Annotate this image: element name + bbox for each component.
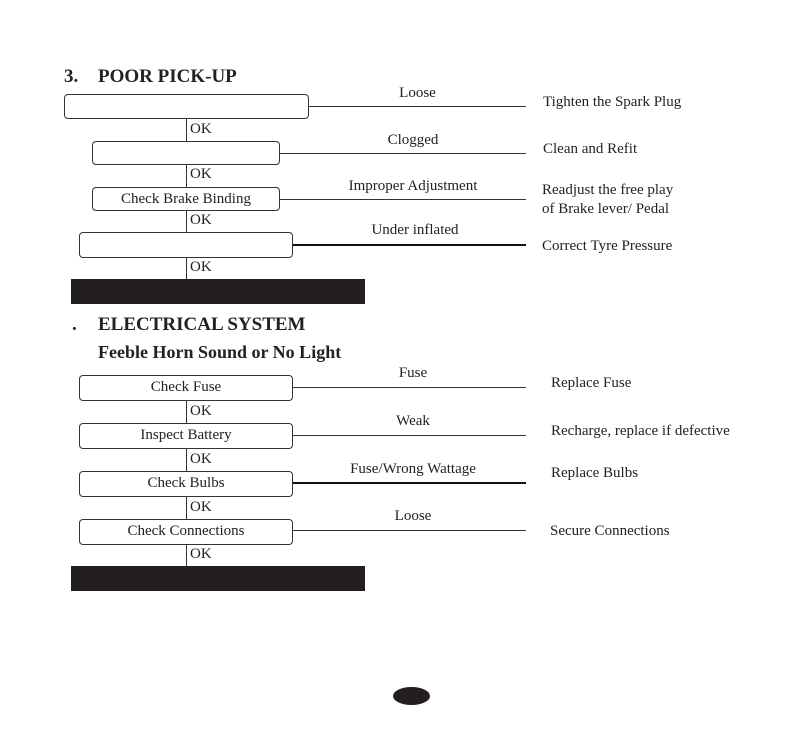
remedy-label-1-1: Tighten the Spark Plug bbox=[543, 94, 682, 110]
inspect-battery-box: Inspect Battery bbox=[79, 423, 293, 449]
remedy-label-2-3: Replace Bulbs bbox=[551, 465, 639, 481]
condition-label-1-1: Loose bbox=[399, 85, 436, 101]
arrow-line-1-3 bbox=[280, 199, 526, 200]
arrow-line-1-4 bbox=[293, 244, 526, 246]
ok-label-2-1: OK bbox=[190, 403, 212, 419]
section1-title: POOR PICK-UP bbox=[98, 66, 237, 87]
ok-label-2-2: OK bbox=[190, 451, 212, 467]
condition-label-1-4: Under inflated bbox=[371, 222, 459, 238]
section1-end-bar bbox=[71, 279, 365, 304]
remedy-label-1-3a: Readjust the free play bbox=[542, 182, 674, 198]
connector-2-2 bbox=[186, 448, 187, 471]
condition-label-2-1: Fuse bbox=[398, 365, 428, 381]
check-box-1-3: Check Brake Binding bbox=[92, 187, 280, 211]
ok-label-2-3: OK bbox=[190, 499, 212, 515]
check-box-1-2 bbox=[92, 141, 280, 165]
section2-subtitle: Feeble Horn Sound or No Light bbox=[98, 342, 342, 362]
check-fuse-box: Check Fuse bbox=[79, 375, 293, 401]
remedy-label-2-2: Recharge, replace if defective bbox=[551, 423, 730, 439]
check-connections-box: Check Connections bbox=[79, 519, 293, 545]
remedy-label-2-4: Secure Connections bbox=[550, 523, 670, 539]
ok-label-1-2: OK bbox=[190, 166, 212, 182]
condition-label-1-2: Clogged bbox=[387, 132, 439, 148]
page-number-badge bbox=[393, 687, 430, 705]
condition-label-2-4: Loose bbox=[394, 508, 432, 524]
arrow-line-2-2 bbox=[293, 435, 526, 436]
section1-number: 3. bbox=[64, 66, 79, 87]
connector-2-4 bbox=[186, 544, 187, 566]
check-box-1-4 bbox=[79, 232, 293, 258]
arrow-line-1-1 bbox=[309, 106, 526, 107]
check-box-1-1 bbox=[64, 94, 309, 119]
ok-label-2-4: OK bbox=[190, 546, 212, 562]
arrow-line-2-4 bbox=[293, 530, 526, 531]
section2-number: . bbox=[72, 314, 77, 335]
connector-1-1 bbox=[186, 118, 187, 141]
arrow-line-2-3 bbox=[293, 482, 526, 484]
remedy-label-2-1: Replace Fuse bbox=[551, 375, 632, 391]
remedy-label-1-4: Correct Tyre Pressure bbox=[542, 238, 673, 254]
condition-label-2-2: Weak bbox=[396, 413, 430, 429]
connector-1-3 bbox=[186, 210, 187, 232]
remedy-label-1-2: Clean and Refit bbox=[543, 141, 638, 157]
condition-label-2-3: Fuse/Wrong Wattage bbox=[350, 461, 476, 477]
ok-label-1-3: OK bbox=[190, 212, 212, 228]
connector-2-3 bbox=[186, 496, 187, 519]
ok-label-1-4: OK bbox=[190, 259, 212, 275]
section2-end-bar bbox=[71, 566, 365, 591]
connector-1-4 bbox=[186, 257, 187, 279]
ok-label-1-1: OK bbox=[190, 121, 212, 137]
connector-1-2 bbox=[186, 164, 187, 187]
condition-label-1-3: Improper Adjustment bbox=[348, 178, 478, 194]
check-bulbs-box: Check Bulbs bbox=[79, 471, 293, 497]
arrow-line-1-2 bbox=[280, 153, 526, 154]
arrow-line-2-1 bbox=[293, 387, 526, 388]
remedy-label-1-3b: of Brake lever/ Pedal bbox=[542, 201, 670, 217]
connector-2-1 bbox=[186, 400, 187, 423]
section2-title: ELECTRICAL SYSTEM bbox=[98, 314, 306, 335]
